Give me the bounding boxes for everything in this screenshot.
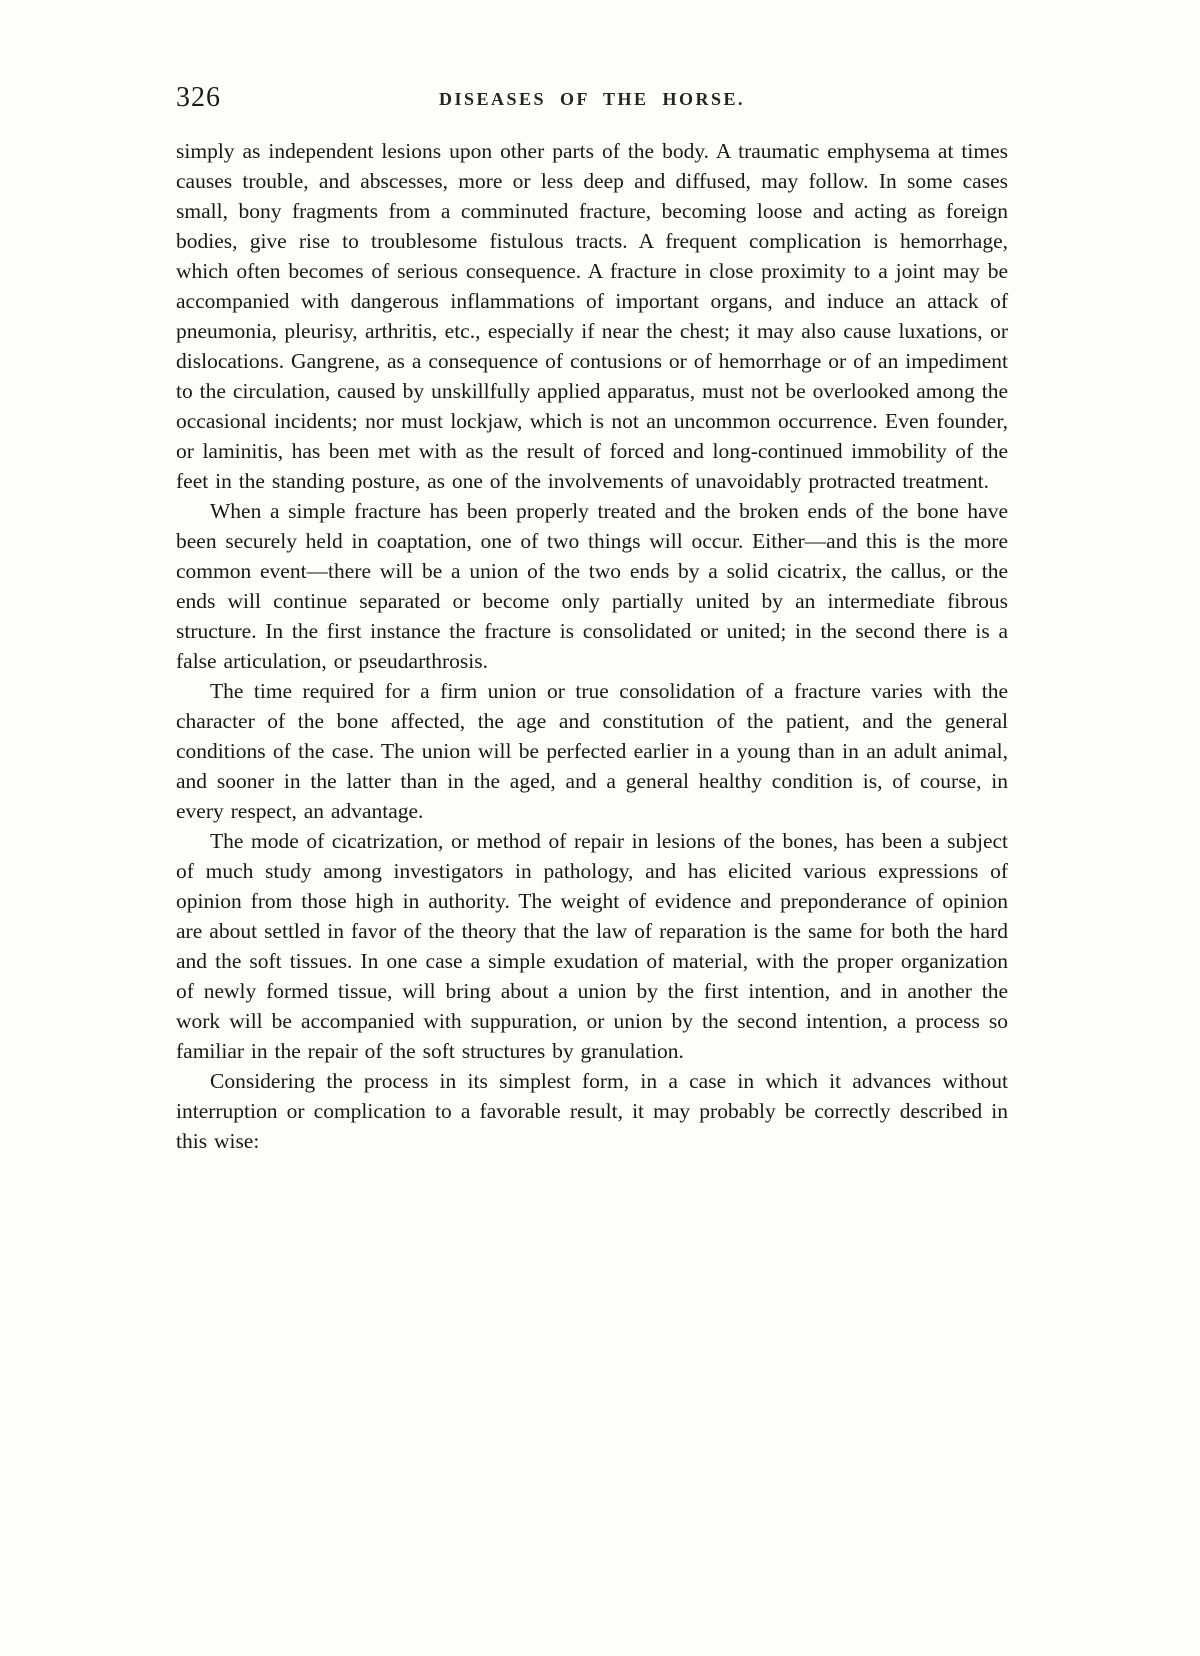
paragraph: When a simple fracture has been properly treated and the broken ends of the bone have been securely held in coaptation, one of two things will occur. Either—and this is the more common event—there will be a union of the two ends by a solid cicatrix, the callus, or the ends will continue separated or become only partially united by an intermediate fibrous structure. In the first instance the fracture is consolidated or united; in the second there is a false articulation, or pseudarthrosis.	[176, 499, 1008, 673]
paragraph: simply as independent lesions upon other parts of the body. A traumatic emphysema at times causes trouble, and abscesses, more or less deep and diffused, may follow. In some cases small, bony fragments from a comminuted fracture, becoming loose and acting as foreign bodies, give rise to troublesome fistulous tracts. A frequent complication is hemorrhage, which often becomes of serious consequence. A fracture in close proximity to a joint may be accompanied with dangerous inflammations of important organs, and induce an attack of pneumonia, pleurisy, arthritis, etc., especially if near the chest; it may also cause luxations, or dislocations. Gangrene, as a consequence of contusions or of hemorrhage or of an impediment to the circulation, caused by unskillfully applied apparatus, must not be overlooked among the occasional incidents; nor must lockjaw, which is not an uncommon occurrence. Even founder, or laminitis, has been met with as the result of forced and long-continued immobility of the feet in the standing posture, as one of the involvements of unavoidably protracted treatment.	[176, 139, 1008, 493]
paragraph: Considering the process in its simplest form, in a case in which it advances without interruption or complication to a favorable result, it may probably be correctly described in this wise:	[176, 1069, 1008, 1153]
page-header	[176, 82, 1008, 126]
page-content	[176, 82, 1008, 1156]
page-number: 326	[176, 82, 221, 113]
paragraph: The mode of cicatrization, or method of repair in lesions of the bones, has been a subject of much study among investigators in pathology, and has elicited various expressions of opinion from those high in authority. The weight of evidence and preponderance of opinion are about settled in favor of the theory that the law of reparation is the same for both the hard and the soft tissues. In one case a simple exudation of material, with the proper organization of newly formed tissue, will bring about a union by the first intention, and in another the work will be accompanied with suppuration, or union by the second intention, a process so familiar in the repair of the soft structures by granulation.	[176, 829, 1008, 1063]
page-body	[176, 136, 1008, 1156]
paragraph: The time required for a firm union or true consolidation of a fracture varies with the character of the bone affected, the age and constitution of the patient, and the general conditions of the case. The union will be perfected earlier in a young than in an adult animal, and sooner in the latter than in the aged, and a general healthy condition is, of course, in every respect, an advantage.	[176, 679, 1008, 823]
running-title: DISEASES OF THE HORSE.	[438, 89, 746, 109]
